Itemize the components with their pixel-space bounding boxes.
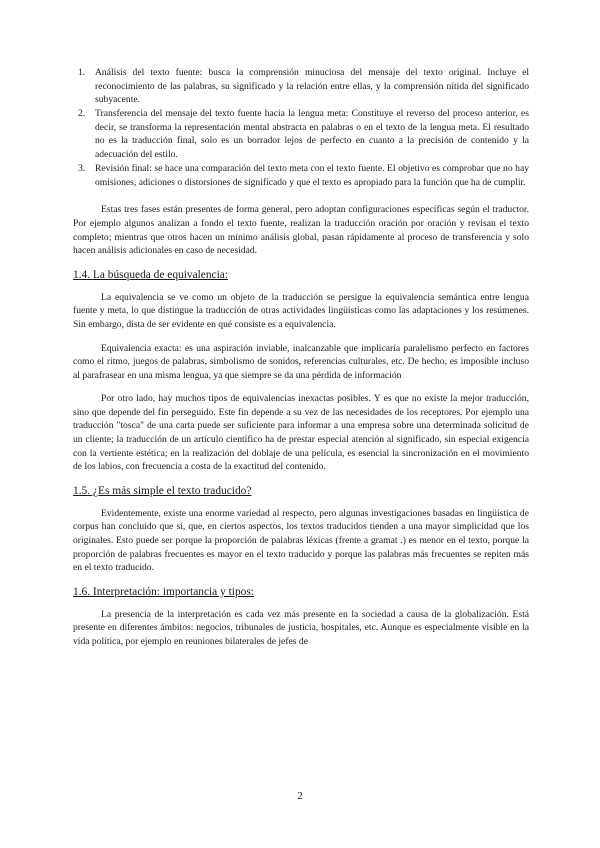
list-item-number: 1. bbox=[78, 67, 86, 78]
paragraph: Por otro lado, hay muchos tipos de equivalencias inexactas posibles. Y es que no existe la mejor traducción, sino que depende del fin perseguido. Este fin depende a su vez de las necesidades de los receptores. Por ejemplo una traducción "tosca" de una carta puede ser suficiente para informar a una empresa sobre una determinada solicitud de un cliente; la traducción de un artículo científico ha de prestar especial atención al significado, sin especial exigencia con la vertiente estética; en la realización del doblaje de una película, es esencial la sincronización en el movimiento de los labios, con frecuencia a costa de la exactitud del contenido. bbox=[73, 393, 529, 473]
list-item bbox=[73, 162, 529, 189]
intro-paragraph: Estas tres fases están presentes de forma general, pero adoptan configuraciones específicas según el traductor. Por ejemplo algunos analizan a fondo el texto fuente, realizan la traducción oración por oración y revisan el texto completo; mientras que otros hacen un mínimo análisis global, pasan rápidamente al proceso de transferencia y solo hacen análisis adicionales en caso de necesidad. bbox=[73, 204, 529, 257]
section-heading-interpretation: 1.6. Interpretación: importancia y tipos: bbox=[73, 585, 254, 598]
list-item-number: 3. bbox=[78, 163, 86, 175]
section-heading-simpler-text: 1.5. ¿Es más simple el texto traducido? bbox=[73, 484, 252, 497]
section-heading-equivalence: 1.4. La búsqueda de equivalencia: bbox=[73, 268, 228, 281]
paragraph: La presencia de la interpretación es cada vez más presente en la sociedad a causa de la globalización. Está presente en diferentes ámbitos: negocios, tribunales de justicia, hospitales, etc. Aunque es especialmente visible en la vida política, por ejemplo en reuniones bilaterales de jefes de bbox=[73, 608, 529, 647]
list-item-text: Transferencia del mensaje del texto fuente hacia la lengua meta: Constituye el reverso del proceso anterior, es decir, se transforma la representación mental abstracta en palabras o en el texto de la lengua meta. El resultado no es la traducción final, solo es un borrador lejos de perfecto en cuanto a la precisión de contenido y la adecuación del estilo. bbox=[95, 108, 529, 161]
paragraph: Evidentemente, existe una enorme variedad al respecto, pero algunas investigaciones basadas en lingüística de corpus han concluido que sí, que, en ciertos aspectos, los textos traducidos tienden a una mayor simplicidad que los originales. Esto puede ser porque la proporción de palabras léxicas (frente a gramat .) es menor en el texto, porque la proporción de palabras frecuentes es mayor en el texto traducido y porque las palabras más frecuentes se repiten más en el texto traducido. bbox=[73, 507, 529, 574]
paragraph: La equivalencia se ve como un objeto de la traducción se persigue la equivalencia semántica entre lengua fuente y meta, lo que distingue la traducción de otras actividades lingüísticas como las adaptaciones y los resúmenes. Sin embargo, dista de ser evidente en qué consiste es a equivalencia. bbox=[73, 291, 529, 330]
translation-phases-list bbox=[73, 66, 529, 189]
paragraph: Equivalencia exacta: es una aspiración inviable, inalcanzable que implicaría paralelismo perfecto en factores como el ritmo, juegos de palabras, simbolismo de sonidos, referencias culturales, etc. De hecho, es imposible incluso al parafrasear en una misma lengua, ya que siempre se da una pérdida de información bbox=[73, 342, 529, 381]
page-number: 2 bbox=[297, 790, 303, 802]
page-content bbox=[73, 66, 529, 659]
list-item-text: Análisis del texto fuente: busca la comprensión minuciosa del mensaje del texto original. Incluye el reconocimiento de las palabras, su significado y la relación entre ellas, y la comprensión nítida del significado subyacente. bbox=[95, 67, 529, 106]
list-item-text: Revisión final: se hace una comparación del texto meta con el texto fuente. El objetivo es comprobar que no hay omisiones, adiciones o distorsiones de significado y que el texto es apropiado para la función que ha de cumplir. bbox=[95, 163, 529, 188]
list-item bbox=[73, 66, 529, 107]
list-item-number: 2. bbox=[78, 108, 86, 120]
list-item bbox=[73, 107, 529, 161]
